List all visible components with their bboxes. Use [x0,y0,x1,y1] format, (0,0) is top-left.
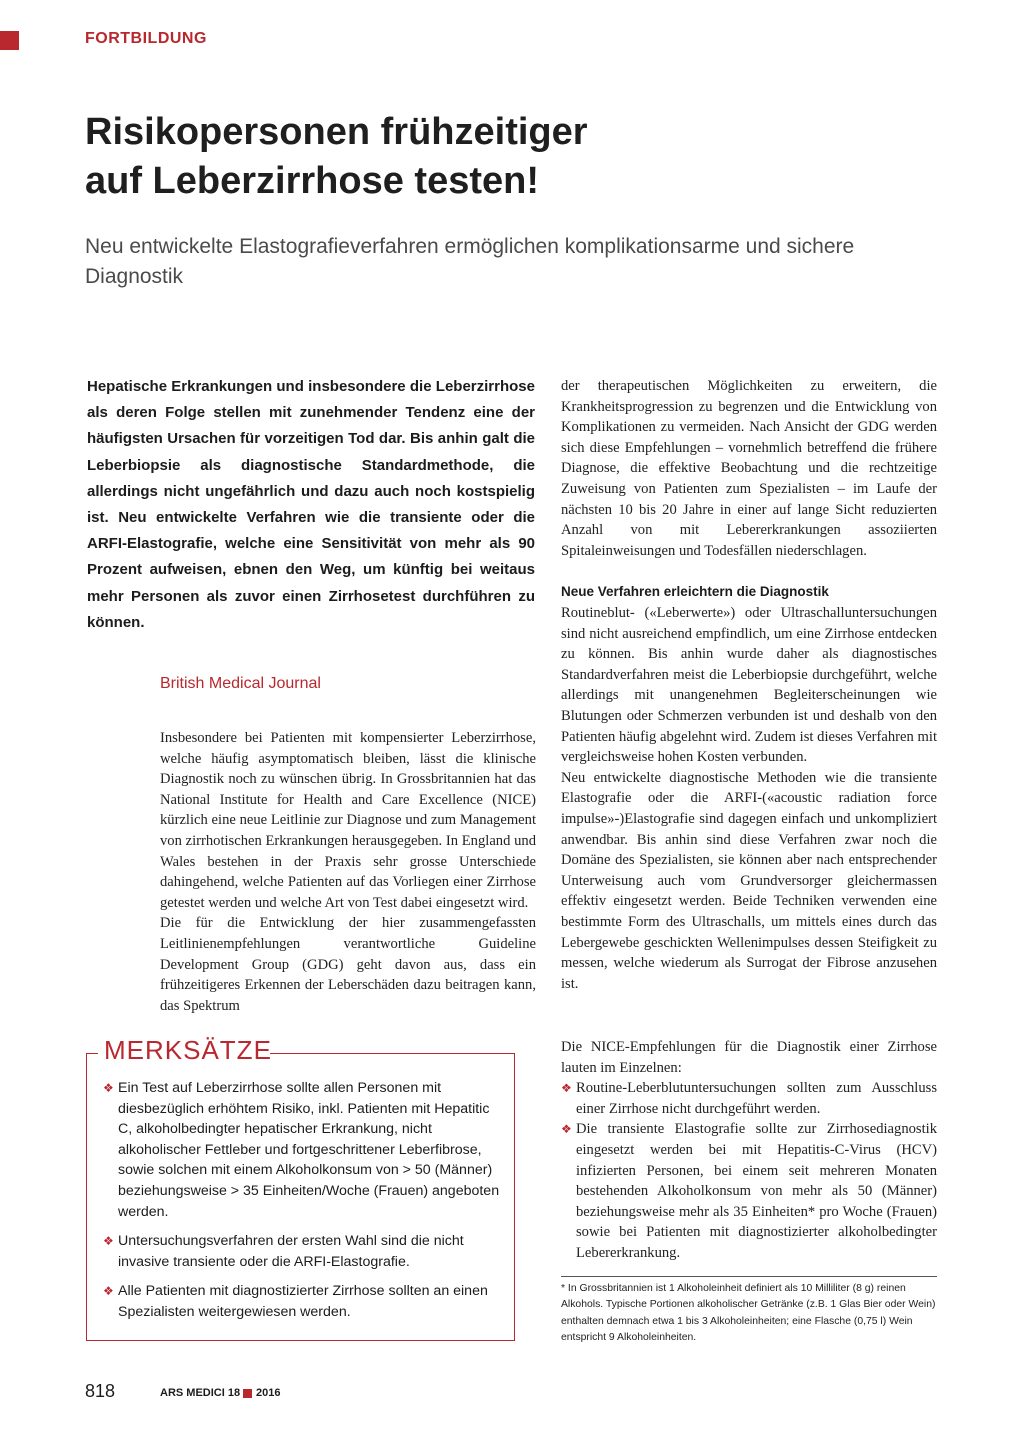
list-item-text: Untersuchungsverfahren der ersten Wahl sind die nicht invasive transiente oder die ARFI-Elastografie. [118,1233,464,1270]
list-item [561,1078,937,1119]
list-item-text: Routine-Leberblutuntersuchungen sollten zum Ausschluss einer Zirrhose nicht durchgeführt werden. [576,1080,937,1117]
diamond-bullet-icon: ❖ [103,1284,114,1299]
merksaetze-list [103,1078,503,1332]
section-subheading: Neue Verfahren erleichtern die Diagnostik [561,584,829,599]
right-column-bottom [561,1037,937,1264]
left-column [160,728,536,1016]
diamond-bullet-icon: ❖ [103,1081,114,1095]
body-paragraph: Neu entwickelte diagnostische Methoden wie die transiente Elastografie oder die ARFI-(«acoustic radiation force impulse»-)Elastografie sind dagegen einfach und unkompliziert anwendbar. Bis anhin sind diese Verfahren zwar noch die Domäne des Spezialisten, sie können aber nach entsprechender Unterweisung auch vom Grundversorger gleichermassen effektiv eingesetzt werden. Beide Techniken verwenden eine bestimmte Form des Ultraschalls, um mittels eines durch das Lebergewebe geschickten Wellenimpulses dessen Steifigkeit zu messen, welche wiederum als Surrogat der Fibrose anzusehen ist. [561,769,937,992]
body-paragraph: Die NICE-Empfehlungen für die Diagnostik einer Zirrhose lauten im Einzelnen: [561,1039,937,1076]
recommendation-list [561,1078,937,1263]
journal-name: ARS MEDICI 18 [160,1387,241,1399]
right-column-middle [561,603,937,994]
page-number: 818 [85,1381,116,1401]
footnote: * In Grossbritannien ist 1 Alkoholeinheit definiert als 10 Milliliter (8 g) reinen Alkohols. Typische Portionen alkoholischer Getränke (z.B. 1 Glas Bier oder Wein) enthalten demnach etwa 1 bis 3 Alkoholeinheiten; eine Flasche (0,75 l) Wein entspricht 9 Alkoholeinheiten. [561,1283,936,1344]
article-title-line-1: Risikopersonen frühzeitiger [85,111,588,153]
diamond-bullet-icon: ❖ [561,1122,572,1137]
merksaetze-top-rule-right [270,1053,515,1054]
body-paragraph: der therapeutischen Möglichkeiten zu erweitern, die Krankheitsprogression zu begrenzen und die Entwicklung von Komplikationen zu vermeiden. Nach Ansicht der GDG werden sich diese Empfehlungen – vornehmlich betreffend die frühere Diagnose, die effektive Beobachtung und die rechtzeitige Zuweisung von Patienten zum Spezialisten – im Laufe der nächsten 10 bis 20 Jahre in einer auf lange Sicht reduzierten Anzahl von mit Lebererkrankungen assoziierten Spitaleinweisungen und Todesfällen niederschlagen. [561,378,937,559]
list-item [103,1281,503,1322]
list-item-text: Alle Patienten mit diagnostizierter Zirrhose sollten an einen Spezialisten weitergewiesen werden. [118,1283,488,1320]
article-title [85,108,945,206]
list-item [103,1231,503,1272]
lead-paragraph: Hepatische Erkrankungen und insbesondere die Leberzirrhose als deren Folge stellen mit zunehmender Tendenz eine der häufigsten Ursachen für vorzeitigen Tod dar. Bis anhin galt die Leberbiopsie als diagnostische Standardmethode, die allerdings nicht ungefährlich und dazu auch noch kostspielig ist. Neu entwickelte Verfahren wie die transiente oder die ARFI-Elastografie, welche eine Sensitivität von mehr als 90 Prozent aufweisen, ebnen den Weg, um künftig bei weitaus mehr Personen als zuvor einen Zirrhosetest durchführen zu können. [87,378,535,631]
right-column-top [561,376,937,561]
article-subtitle: Neu entwickelte Elastografieverfahren ermöglichen komplikationsarme und sichere Diagnostik [85,235,855,288]
body-paragraph: Routineblut- («Leberwerte») oder Ultraschalluntersuchungen sind nicht ausreichend empfindlich, um eine Zirrhose entdecken zu können. Bis anhin wurde daher als diagnostisches Standardverfahren meist die Leberbiopsie durchgeführt, welche allerdings mit unangenehmen Begleiterscheinungen wie Blutungen oder Schmerzen verbunden ist und deshalb von den Patienten häufig abgelehnt wird. Zudem ist dieses Verfahren mit vergleichsweise hohen Kosten verbunden. [561,605,937,766]
list-item [103,1078,503,1222]
list-item-text: Ein Test auf Leberzirrhose sollte allen Personen mit diesbezüglich erhöhtem Risiko, inkl. Patienten mit Hepatitic C, alkoholbedingter hepatischer Erkrankung, nicht alkoholischer Fettleber und fortgeschrittener Leberfibrose, sowie solchen mit einem Alkoholkonsum von > 50 (Männer) beziehungsweise > 35 Einheiten/Woche (Frauen) angeboten werden. [118,1080,500,1220]
article-title-line-2: auf Leberzirrhose testen! [85,160,539,202]
list-item [561,1119,937,1263]
merksaetze-top-rule-left [86,1053,98,1054]
diamond-bullet-icon: ❖ [103,1234,114,1249]
merksaetze-title: MERKSÄTZE [104,1035,272,1065]
diamond-bullet-icon: ❖ [561,1081,572,1096]
source-label: British Medical Journal [160,675,321,692]
header-accent-square [0,31,19,50]
footer-accent-square [243,1389,252,1398]
list-item-text: Die transiente Elastografie sollte zur Zirrhosediagnostik eingesetzt werden bei mit Hepatitis-C-Virus (HCV) infizierten Personen, bei einem seit mehreren Monaten bestehenden Alkoholkonsum von mehr als 50 (Männer) beziehungsweise mehr als 35 Einheiten* pro Woche (Frauen) sowie bei Patienten mit diagnostizierter alkoholbedingter Lebererkrankung. [576,1121,937,1261]
section-label: FORTBILDUNG [85,30,207,47]
footnote-divider [561,1276,937,1277]
body-paragraph: Insbesondere bei Patienten mit kompensierter Leberzirrhose, welche häufig asymptomatisch bleiben, lässt die klinische Diagnostik noch zu wünschen übrig. In Grossbritannien hat das National Institute for Health and Care Excellence (NICE) kürzlich eine neue Leitlinie zur Diagnose und zum Management von zirrhotischen Erkrankungen herausgegeben. In England und Wales bestehen in der Praxis sehr grosse Unterschiede dahingehend, welche Patienten auf das Vorliegen einer Zirrhose getestet werden und welche Art von Test dabei eingesetzt wird. [160,730,536,911]
journal-year: 2016 [256,1387,281,1399]
body-paragraph: Die für die Entwicklung der hier zusammengefassten Leitlinienempfehlungen verantwortliche Guideline Development Group (GDG) geht davon aus, dass ein frühzeitigeres Erkennen der Leberschäden dazu beitragen kann, das Spektrum [160,915,536,1014]
